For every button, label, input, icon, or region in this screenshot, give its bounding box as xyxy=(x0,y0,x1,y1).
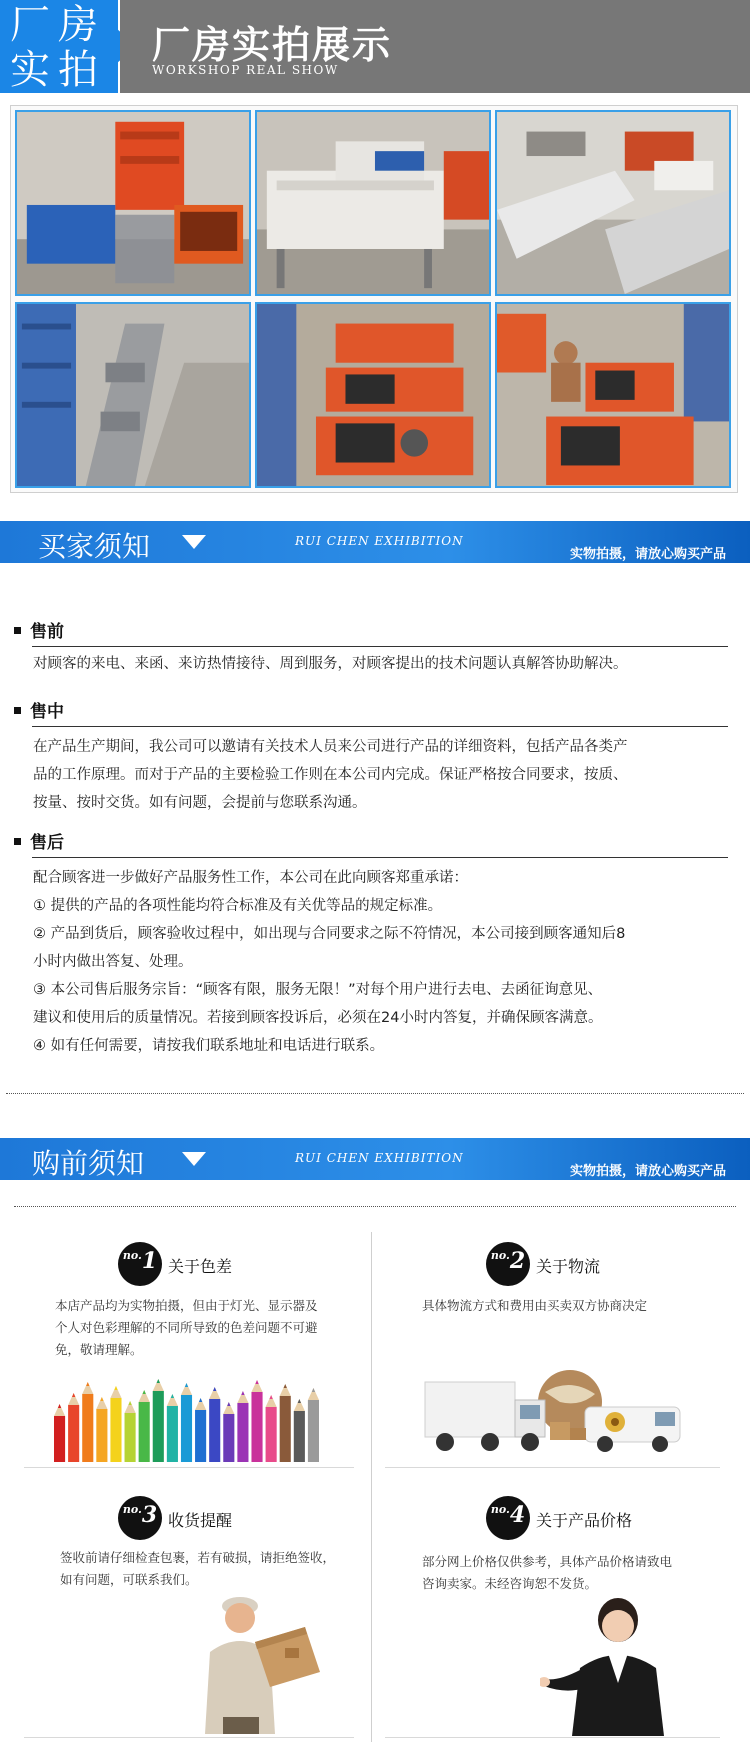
banner-slogan: 实物拍摄，请放心购买产品 xyxy=(569,547,726,562)
pencil xyxy=(308,1400,319,1462)
number-badge xyxy=(486,1496,530,1540)
photo-scene xyxy=(497,304,729,486)
workshop-label-box xyxy=(0,0,118,93)
presale-heading-text: 售前 xyxy=(30,622,64,642)
presale-text: 对顾客的来电、来函、来访热情接待、周到服务，对顾客提出的技术问题认真解答协助解决。 xyxy=(33,656,628,672)
pencil xyxy=(82,1394,93,1462)
dotted-separator xyxy=(6,1093,744,1094)
banner-title: 购前须知 xyxy=(32,1147,145,1180)
banner-script: RUI CHEN EXHIBITION xyxy=(295,534,464,548)
text-line: 本店产品均为实物拍摄，但由于灯光、显示器及 xyxy=(55,1298,318,1313)
text-line: ① 提供的产品的各项性能均符合标准及有关优等品的规定标准。 xyxy=(33,898,443,914)
logistics-truck-icon xyxy=(420,1362,700,1462)
label-char: 拍 xyxy=(58,47,98,93)
banner-slogan: 实物拍摄，请放心购买产品 xyxy=(569,1164,726,1179)
buyer-notice-banner xyxy=(0,521,750,563)
badge-number: 1 xyxy=(141,1248,158,1274)
pencil-lead xyxy=(72,1393,75,1397)
bullet-square-icon xyxy=(14,707,21,714)
grid-divider xyxy=(371,1232,372,1742)
pencil xyxy=(280,1396,291,1462)
workshop-subtitle: WORKSHOP REAL SHOW xyxy=(152,63,339,77)
pencil-lead xyxy=(298,1399,301,1403)
banner-title: 买家须知 xyxy=(38,530,151,563)
pencil-lead xyxy=(157,1379,160,1383)
pencil-lead xyxy=(227,1402,230,1406)
text-line: ③ 本公司售后服务宗旨：“顾客有限，服务无限！”对每个用户进行去电、去函征询意见、 xyxy=(33,982,603,998)
badge-prefix: no. xyxy=(122,1249,142,1262)
divider xyxy=(32,726,728,727)
divider xyxy=(385,1737,720,1738)
pencil xyxy=(181,1395,192,1462)
divider xyxy=(385,1467,720,1468)
badge-prefix: no. xyxy=(490,1249,510,1262)
text-line: 如有问题，可联系我们。 xyxy=(60,1572,198,1587)
pencil-lead xyxy=(199,1398,202,1402)
text-line: 小时内做出答复、处理。 xyxy=(33,954,193,970)
workshop-title: 厂房实拍展示 xyxy=(152,23,393,67)
text-line: 品的工作原理。而对于产品的主要检验工作则在本公司内完成。保证严格按合同要求，按质、 xyxy=(33,767,628,783)
aftersale-heading xyxy=(14,828,64,853)
workshop-photo-6[interactable] xyxy=(495,302,731,488)
number-badge xyxy=(118,1496,162,1540)
pencil-lead xyxy=(255,1380,258,1384)
pencil-lead xyxy=(312,1388,315,1392)
label-char: 实 xyxy=(10,47,50,93)
text-line: 咨询卖家。未经咨询恕不发货。 xyxy=(422,1576,598,1591)
pencil-lead xyxy=(100,1397,103,1401)
text-line: ④ 如有任何需要，请按我们联系地址和电话进行联系。 xyxy=(33,1038,385,1054)
pencil xyxy=(251,1392,262,1462)
text-line: 免，敬请理解。 xyxy=(55,1342,143,1357)
insale-text xyxy=(33,733,733,817)
badge-number: 4 xyxy=(509,1502,526,1528)
tip-title: 收货提醒 xyxy=(168,1511,233,1530)
text-line: ② 产品到货后，顾客验收过程中，如出现与合同要求之际不符情况，本公司接到顾客通知后8 xyxy=(33,926,626,942)
pencil xyxy=(167,1406,178,1462)
workshop-photo-1[interactable] xyxy=(15,110,251,296)
text-line: 部分网上价格仅供参考，具体产品价格请致电 xyxy=(422,1554,673,1569)
photo-scene xyxy=(257,112,489,294)
workshop-photo-3[interactable] xyxy=(495,110,731,296)
photo-scene xyxy=(497,112,729,294)
pencil xyxy=(125,1413,136,1462)
workshop-photo-2[interactable] xyxy=(255,110,491,296)
colored-pencils-icon xyxy=(48,1372,328,1464)
tip-title: 关于物流 xyxy=(536,1257,601,1276)
workshop-photo-4[interactable] xyxy=(15,302,251,488)
insale-heading xyxy=(14,697,64,722)
label-char: 厂 xyxy=(10,2,50,48)
badge-number: 3 xyxy=(141,1502,158,1528)
divider xyxy=(24,1467,354,1468)
pencil-lead xyxy=(185,1383,188,1387)
label-char: 房 xyxy=(58,2,98,48)
text-line: 建议和使用后的质量情况。若接到顾客投诉后，必须在24小时内答复，并确保顾客满意。 xyxy=(33,1010,603,1026)
pencil xyxy=(294,1411,305,1462)
workshop-photo-5[interactable] xyxy=(255,302,491,488)
insale-heading-text: 售中 xyxy=(30,702,64,722)
tip-body xyxy=(55,1295,318,1361)
photo-scene xyxy=(17,112,249,294)
divider xyxy=(24,1737,354,1738)
tip-body xyxy=(422,1295,647,1317)
pencil-lead xyxy=(284,1384,287,1388)
tip-body xyxy=(60,1547,335,1591)
tip-title: 关于色差 xyxy=(168,1257,233,1276)
workshop-header xyxy=(0,0,750,93)
text-line: 个人对色彩理解的不同所导致的色差问题不可避 xyxy=(55,1320,318,1335)
presale-heading xyxy=(14,617,64,642)
delivery-man-icon xyxy=(195,1592,325,1734)
text-line: 配合顾客进一步做好产品服务性工作，本公司在此向顾客郑重承诺： xyxy=(33,870,468,886)
triangle-down-icon xyxy=(182,1152,206,1166)
bullet-square-icon xyxy=(14,627,21,634)
pencil xyxy=(54,1416,65,1462)
aftersale-heading-text: 售后 xyxy=(30,833,64,853)
pencil xyxy=(195,1410,206,1462)
pencil xyxy=(68,1405,79,1462)
tip-body xyxy=(422,1551,672,1595)
photo-scene xyxy=(257,304,489,486)
badge-number: 2 xyxy=(509,1248,526,1274)
pencil-lead xyxy=(114,1386,117,1390)
pencil-lead xyxy=(241,1391,244,1395)
pencil xyxy=(96,1409,107,1462)
text-line: 按量、按时交货。如有问题，会提前与您联系沟通。 xyxy=(33,795,367,811)
tip-title: 关于产品价格 xyxy=(536,1511,633,1530)
number-badge xyxy=(118,1242,162,1286)
pencil-lead xyxy=(213,1387,216,1391)
pencil xyxy=(110,1398,121,1462)
pencil-lead xyxy=(86,1382,89,1386)
photo-scene xyxy=(17,304,249,486)
pencil xyxy=(237,1403,248,1462)
divider xyxy=(32,646,728,647)
triangle-down-icon xyxy=(182,535,206,549)
badge-prefix: no. xyxy=(122,1503,142,1516)
photo-grid xyxy=(10,105,738,493)
dotted-separator xyxy=(14,1206,736,1207)
text-line: 具体物流方式和费用由买卖双方协商决定 xyxy=(422,1298,648,1313)
pencil xyxy=(266,1407,277,1462)
pencil-lead xyxy=(171,1394,174,1398)
banner-script: RUI CHEN EXHIBITION xyxy=(295,1151,464,1165)
purchase-notice-banner xyxy=(0,1138,750,1180)
text-line: 在产品生产期间，我公司可以邀请有关技术人员来公司进行产品的详细资料，包括产品各类产 xyxy=(33,739,628,755)
pencil xyxy=(223,1414,234,1462)
pencil-lead xyxy=(269,1395,272,1399)
aftersale-text xyxy=(33,864,733,1060)
divider xyxy=(32,857,728,858)
pencil xyxy=(209,1399,220,1462)
pencil-lead xyxy=(143,1390,146,1394)
pencil-lead xyxy=(58,1404,61,1408)
number-badge xyxy=(486,1242,530,1286)
badge-prefix: no. xyxy=(490,1503,510,1516)
pencil-lead xyxy=(128,1401,131,1405)
text-line: 签收前请仔细检查包裹，若有破损，请拒绝签收， xyxy=(60,1550,336,1565)
bullet-square-icon xyxy=(14,838,21,845)
customer-service-woman-icon xyxy=(540,1598,690,1736)
pencil xyxy=(139,1402,150,1462)
pencil xyxy=(153,1391,164,1462)
